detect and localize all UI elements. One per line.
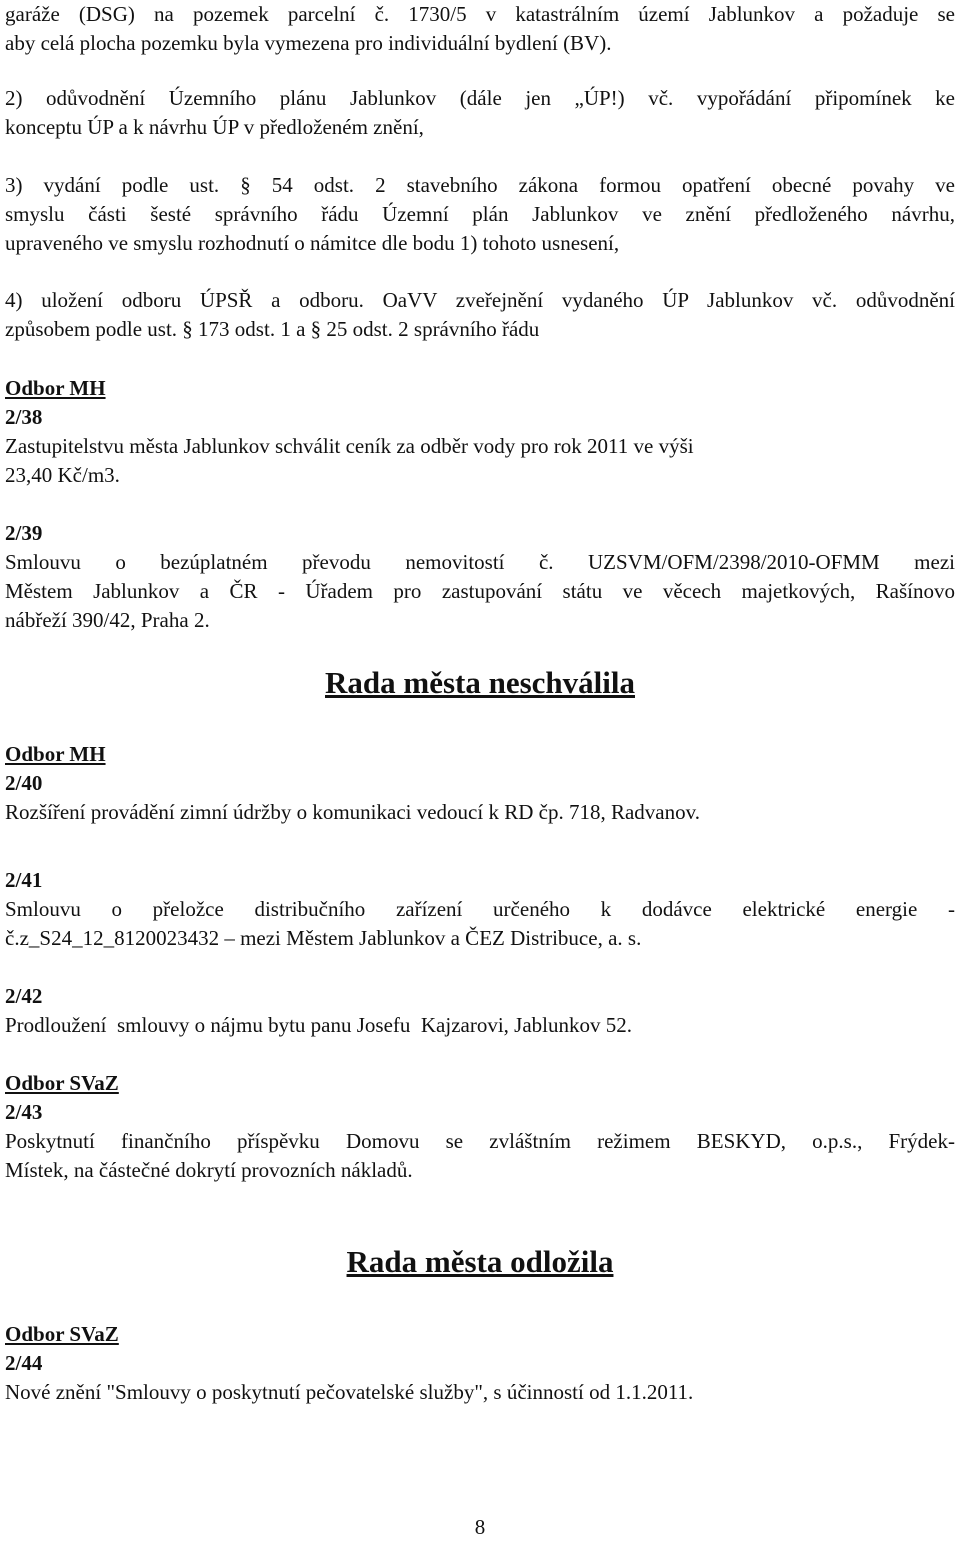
- page-number: 8: [474, 1515, 486, 1539]
- text-line: aby celá plocha pozemku byla vymezena pro individuální bydlení (BV).: [5, 31, 612, 55]
- resolution-number: 2/39: [5, 521, 43, 545]
- paragraph-item-4: [5, 286, 955, 344]
- text-line: Rozšíření provádění zimní údržby o komunikaci vedoucí k RD čp. 718, Radvanov.: [5, 800, 700, 824]
- resolution-number: 2/43: [5, 1100, 43, 1124]
- paragraph-intro: [5, 0, 955, 58]
- text-line: Prodloužení smlouvy o nájmu bytu panu Josefu Kajzarovi, Jablunkov 52.: [5, 1013, 632, 1037]
- resolution-text: [5, 895, 955, 953]
- resolution-text: [5, 432, 955, 490]
- resolution-number: 2/41: [5, 868, 43, 892]
- resolution-number: 2/38: [5, 405, 43, 429]
- text-line: 23,40 Kč/m3.: [5, 463, 120, 487]
- department-heading: Odbor SVaZ: [5, 1322, 119, 1346]
- text-line: Nové znění "Smlouvy o poskytnutí pečovatelské služby", s účinností od 1.1.2011.: [5, 1380, 694, 1404]
- resolution-number: 2/40: [5, 771, 43, 795]
- text-line: způsobem podle ust. § 173 odst. 1 a § 25 odst. 2 správního řádu: [5, 317, 540, 341]
- text-line: Smlouvu o přeložce distribučního zařízení určeného k dodávce elektrické energie -: [5, 897, 955, 921]
- text-line: 4) uložení odboru ÚPSŘ a odboru. OaVV zveřejnění vydaného ÚP Jablunkov vč. odůvodnění: [5, 288, 955, 312]
- resolution-text: [5, 1378, 955, 1407]
- section-title-rejected: Rada města neschválila: [325, 665, 635, 700]
- text-line: Poskytnutí finančního příspěvku Domovu se zvláštním režimem BESKYD, o.p.s., Frýdek-: [5, 1129, 955, 1153]
- text-line: nábřeží 390/42, Praha 2.: [5, 608, 210, 632]
- department-heading: Odbor SVaZ: [5, 1071, 119, 1095]
- text-line: 3) vydání podle ust. § 54 odst. 2 stavebního zákona formou opatření obecné povahy ve: [5, 173, 955, 197]
- resolution-number: 2/44: [5, 1351, 43, 1375]
- text-line: konceptu ÚP a k návrhu ÚP v předloženém znění,: [5, 115, 424, 139]
- resolution-text: [5, 1127, 955, 1185]
- text-line: Městem Jablunkov a ČR - Úřadem pro zastupování státu ve věcech majetkových, Rašínovo: [5, 579, 955, 603]
- text-line: 2) odůvodnění Územního plánu Jablunkov (dále jen „ÚP!) vč. vypořádání připomínek ke: [5, 86, 955, 110]
- resolution-text: [5, 1011, 955, 1040]
- section-title-postponed: Rada města odložila: [346, 1244, 614, 1279]
- text-line: Zastupitelstvu města Jablunkov schválit ceník za odběr vody pro rok 2011 ve výši: [5, 434, 694, 458]
- resolution-number: 2/42: [5, 984, 43, 1008]
- text-line: upraveného ve smyslu rozhodnutí o námitce dle bodu 1) tohoto usnesení,: [5, 231, 620, 255]
- department-heading: Odbor MH: [5, 742, 106, 766]
- paragraph-item-3: [5, 171, 955, 258]
- text-line: Místek, na částečné dokrytí provozních nákladů.: [5, 1158, 413, 1182]
- resolution-text: [5, 548, 955, 635]
- text-line: garáže (DSG) na pozemek parcelní č. 1730/5 v katastrálním území Jablunkov a požaduje se: [5, 2, 955, 26]
- text-line: smyslu části šesté správního řádu Územní plán Jablunkov ve znění předloženého návrhu,: [5, 202, 955, 226]
- text-line: č.z_S24_12_8120023432 – mezi Městem Jablunkov a ČEZ Distribuce, a. s.: [5, 926, 642, 950]
- text-line: Smlouvu o bezúplatném převodu nemovitostí č. UZSVM/OFM/2398/2010-OFMM mezi: [5, 550, 955, 574]
- department-heading: Odbor MH: [5, 376, 106, 400]
- resolution-text: [5, 798, 955, 827]
- paragraph-item-2: [5, 84, 955, 142]
